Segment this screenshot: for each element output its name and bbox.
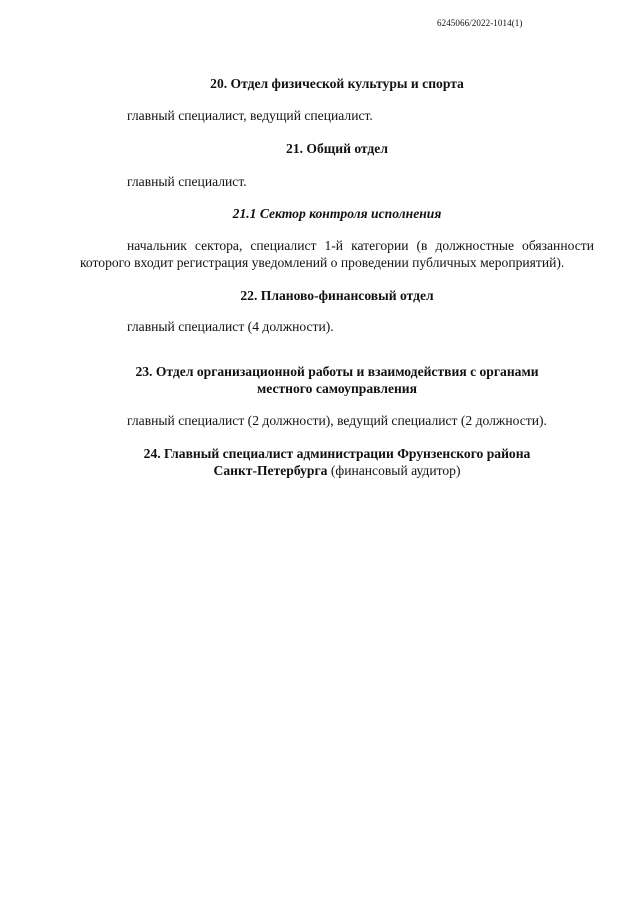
section-20-heading: 20. Отдел физической культуры и спорта [210, 76, 464, 91]
section-24-heading [80, 445, 594, 479]
section-22-text: главный специалист (4 должности). [127, 319, 334, 334]
section-24-role-note: (финансовый аудитор) [327, 463, 461, 478]
section-23-heading [80, 363, 594, 397]
section-24-heading-line1: 24. Главный специалист администрации Фрунзенского района [143, 446, 531, 461]
section-23-heading-line2: местного самоуправления [256, 381, 417, 396]
document-number: 6245066/2022-1014(1) [437, 18, 523, 28]
section-24-city: Санкт-Петербурга [213, 463, 328, 478]
section-23-heading-line1: 23. Отдел организационной работы и взаимодействия с органами [135, 364, 539, 379]
section-21-heading: 21. Общий отдел [286, 141, 388, 156]
section-21-1-heading: 21.1 Сектор контроля исполнения [232, 206, 442, 221]
section-20-text: главный специалист, ведущий специалист. [127, 108, 373, 123]
section-22-heading: 22. Планово-финансовый отдел [240, 288, 434, 303]
section-21-1-text: начальник сектора, специалист 1-й категории (в должностные обязанности которого входит регистрация уведомлений о проведении публичных мероприятий). [80, 238, 594, 270]
section-21-text: главный специалист. [127, 174, 247, 189]
section-23-text: главный специалист (2 должности), ведущий специалист (2 должности). [127, 413, 547, 428]
section-24-heading-line2 [80, 462, 594, 479]
